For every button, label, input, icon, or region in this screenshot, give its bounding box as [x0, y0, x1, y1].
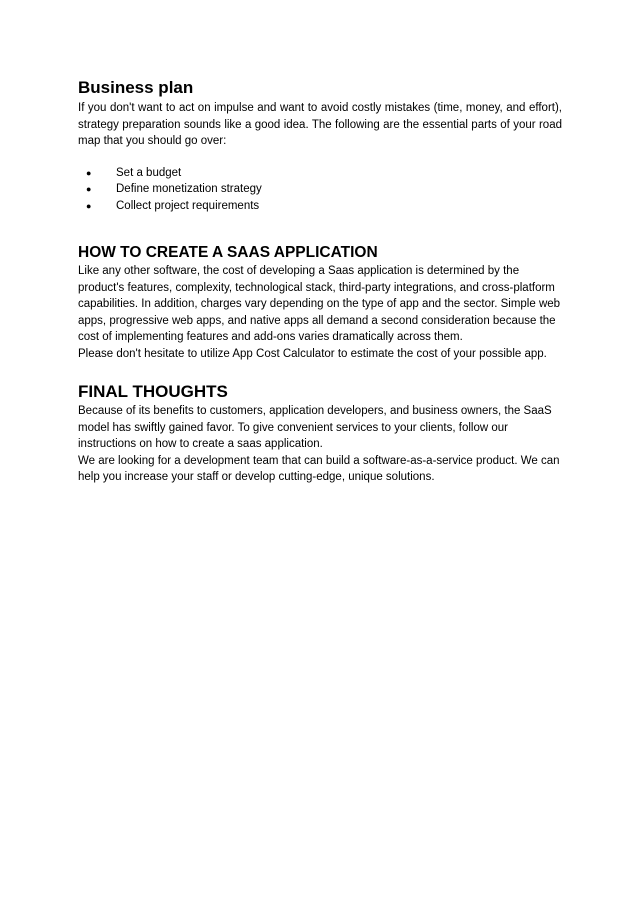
how-to-paragraph: Like any other software, the cost of developing a Saas application is determined by the product's features, complexity, technological stack, third-party integrations, and cross-platform capabilities. In addition, charges vary depending on the type of app and the sector. Simple web apps, progressive web apps, and native apps all demand a second consideration because the cost of implementing features and add-ons varies dramatically across them.: [78, 265, 561, 343]
business-plan-heading: Business plan: [78, 78, 194, 97]
list-item-text: Define monetization strategy: [116, 183, 262, 195]
calculator-note: Please don't hesitate to utilize App Cost Calculator to estimate the cost of your possible app.: [78, 347, 547, 360]
list-item: [86, 181, 562, 198]
final-thoughts-heading: FINAL THOUGHTS: [78, 382, 228, 401]
list-item: [86, 198, 562, 215]
bullet-icon: ●: [86, 167, 92, 178]
final-thoughts-paragraph-1: Because of its benefits to customers, application developers, and business owners, the SaaS model has swiftly gained favor. To give convenient services to your clients, follow our instructions on how to create a saas application.: [78, 405, 552, 450]
final-thoughts-paragraph-2: We are looking for a development team that can build a software-as-a-service product. We can help you increase your staff or develop cutting-edge, unique solutions.: [78, 454, 560, 483]
how-to-heading: HOW TO CREATE A SAAS APPLICATION: [78, 244, 378, 261]
list-item-text: Collect project requirements: [116, 199, 260, 212]
list-item: [86, 165, 562, 182]
bullet-icon: ●: [86, 184, 92, 194]
document-body: [78, 76, 562, 486]
list-item-text: Set a budget: [116, 166, 182, 179]
business-plan-intro: If you don't want to act on impulse and want to avoid costly mistakes (time, money, and effort), strategy preparation sounds like a good idea. The following are the essential parts of your road map that you should go over:: [78, 102, 562, 147]
bullet-icon: ●: [86, 200, 92, 211]
business-plan-list: [78, 165, 562, 215]
